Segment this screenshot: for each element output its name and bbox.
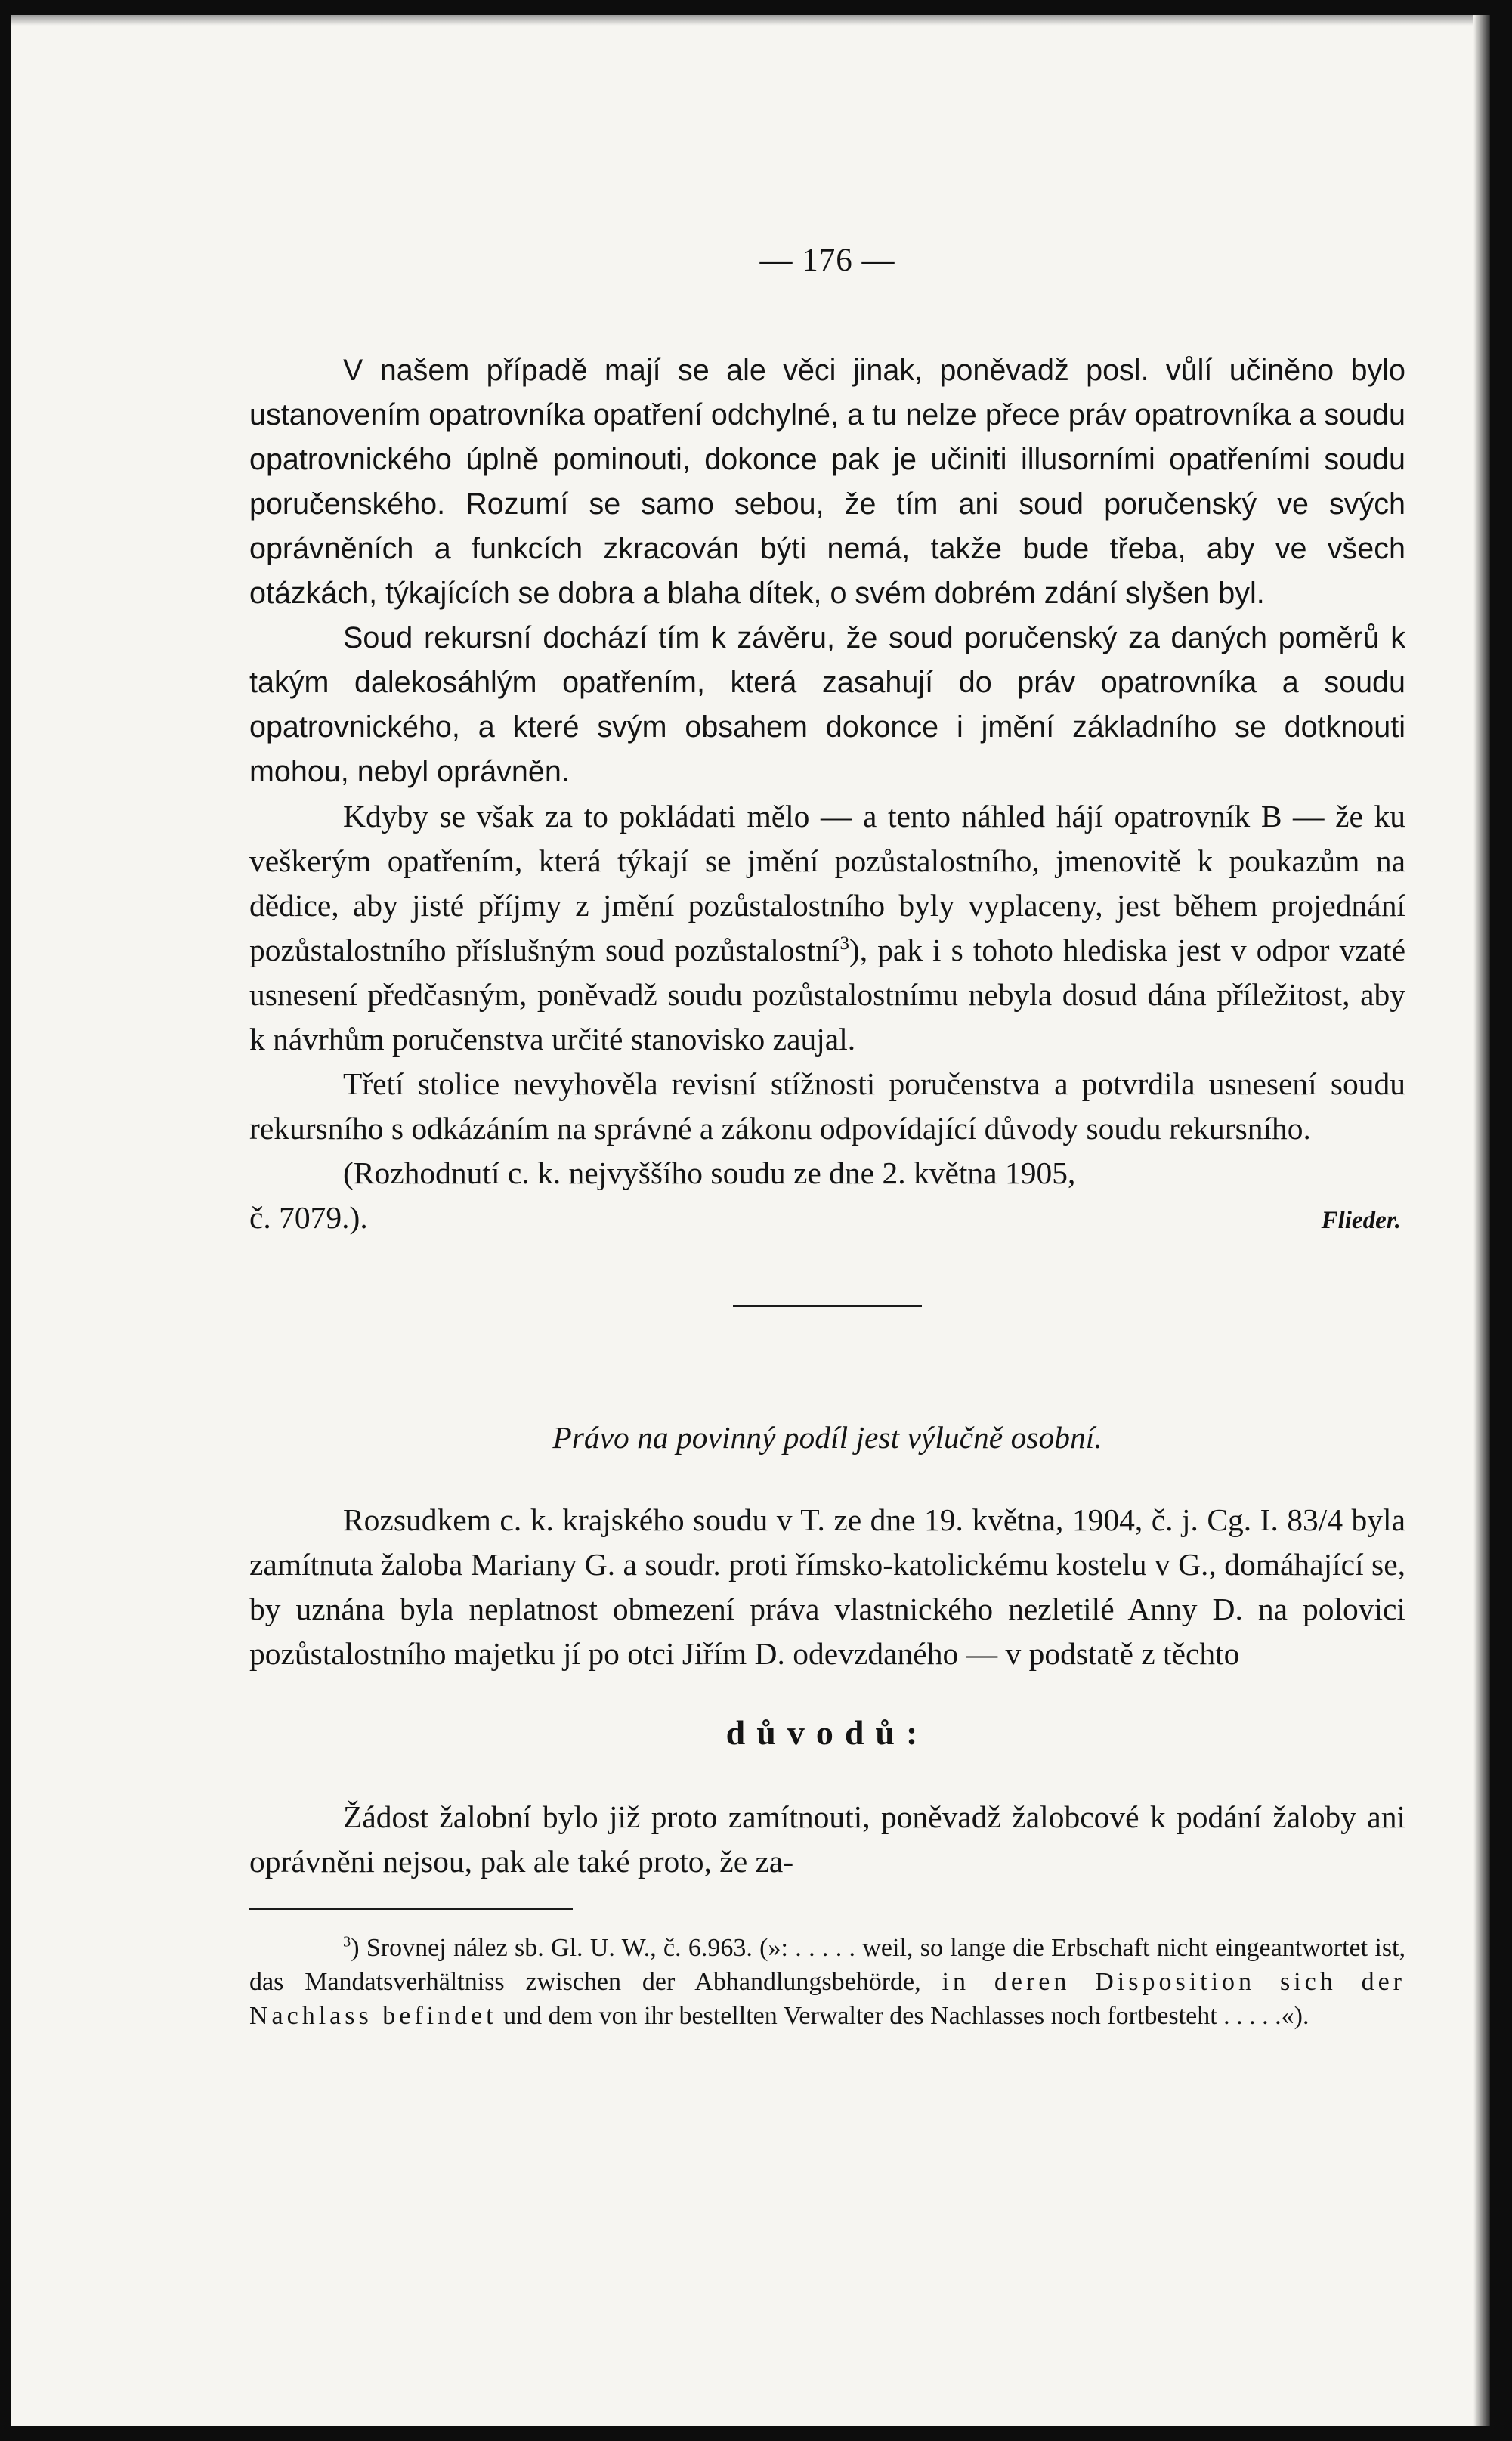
section-divider: [733, 1305, 922, 1307]
footnote-text-a: ) Srovnej nález sb. Gl. U. W., č. 6.963. (»: . . . . . weil, so lange die Erbschaft nicht eingeantwortet ist, das Mandatsverhältniss zwischen der Abhandlungsbehörde,: [249, 1934, 1405, 1996]
footnote-rule: [249, 1908, 573, 1910]
footnote-text-b: und dem von ihr bestellten Verwalter des Nachlasses noch fortbesteht . . . . .«).: [503, 2002, 1309, 2030]
footnote-marker: 3: [343, 1933, 351, 1951]
paragraph-3: [249, 794, 1405, 1062]
footnote-reference: 3: [839, 933, 849, 954]
decision-citation-end: [249, 1196, 1405, 1243]
paragraph-6: Žádost žalobní bylo již proto zamítnouti, poněvadž žalobcové k podání žaloby ani oprávněni nejsou, pak ale také proto, že za-: [249, 1799, 1405, 1879]
author-signature: Flieder.: [1321, 1207, 1401, 1234]
footnote: [249, 1931, 1405, 2033]
book-page: [11, 15, 1490, 2426]
paragraph-3-text-b: ), pak i s tohoto hlediska jest v odpor vzaté usnesení předčasným, poněvadž soudu pozůstalostnímu nebyla dosud dána příležitost, aby k návrhům poručenstva určité stanovisko zaujal.: [249, 933, 1405, 1057]
footnote-spaced-text: in deren Disposition sich der Nachlass befindet: [249, 1968, 1406, 2030]
page-top-shadow: [11, 15, 1490, 26]
page-number: — 176 —: [759, 243, 895, 278]
paragraph-3-text-a: Kdyby se však za to pokládati mělo — a tento náhled hájí opatrovník B — že ku veškerým opatřením, která týkají se jmění pozůstalostního, jmenovitě k poukazům na dědice, aby jisté příjmy z jmění pozůstalostního byly vyplaceny, jest během projednání pozůstalostního příslušným soud pozůstalostní: [249, 799, 1405, 967]
paragraph-5: Rozsudkem c. k. krajského soudu v T. ze dne 19. května, 1904, č. j. Cg. I. 83/4 byla zamítnuta žaloba Mariany G. a soudr. proti římsko-katolickému kostelu v G., domáhající se, by uznána byla neplatnost obmezení práva vlastnického nezletilé Anny D. na polovici pozůstalostního majetku jí po otci Jiřím D. odevzdaného — v podstatě z těchto: [249, 1502, 1405, 1671]
paragraph-4: Třetí stolice nevyhověla revisní stížnosti poručenstva a potvrdila usnesení soudu rekursního s odkázáním na správné a zákonu odpovídající důvody soudu rekursního.: [249, 1066, 1405, 1146]
grounds-heading: důvodů:: [725, 1713, 929, 1752]
paragraph-2: Soud rekursní dochází tím k závěru, že soud poručenský za daných poměrů k takým dalekosáhlým opatřením, která zasahují do práv opatrovníka a soudu opatrovnického, a které svým obsahem dokonce i jmění základního se dotknouti mohou, nebyl oprávněn.: [249, 621, 1405, 788]
page-content: [249, 242, 1405, 2033]
page-binding-shadow: [1473, 15, 1490, 2426]
section-title: Právo na povinný podíl jest výlučně osobní.: [552, 1420, 1102, 1455]
decision-citation-line: (Rozhodnutí c. k. nejvyššího soudu ze dne 2. května 1905,: [343, 1156, 1076, 1190]
decision-number: č. 7079.).: [249, 1200, 368, 1235]
paragraph-1: V našem případě mají se ale věci jinak, poněvadž posl. vůlí učiněno bylo ustanovením opatrovníka opatření odchylné, a tu nelze přece práv opatrovníka a soudu opatrovnického úplně pominouti, dokonce pak je učiniti illusorními opatřeními soudu poručenského. Rozumí se samo sebou, že tím ani soud poručenský ve svých oprávněních a funkcích zkracován býti nemá, takže bude třeba, aby ve všech otázkách, týkajících se dobra a blaha dítek, o svém dobrém zdání slyšen byl.: [249, 354, 1405, 610]
